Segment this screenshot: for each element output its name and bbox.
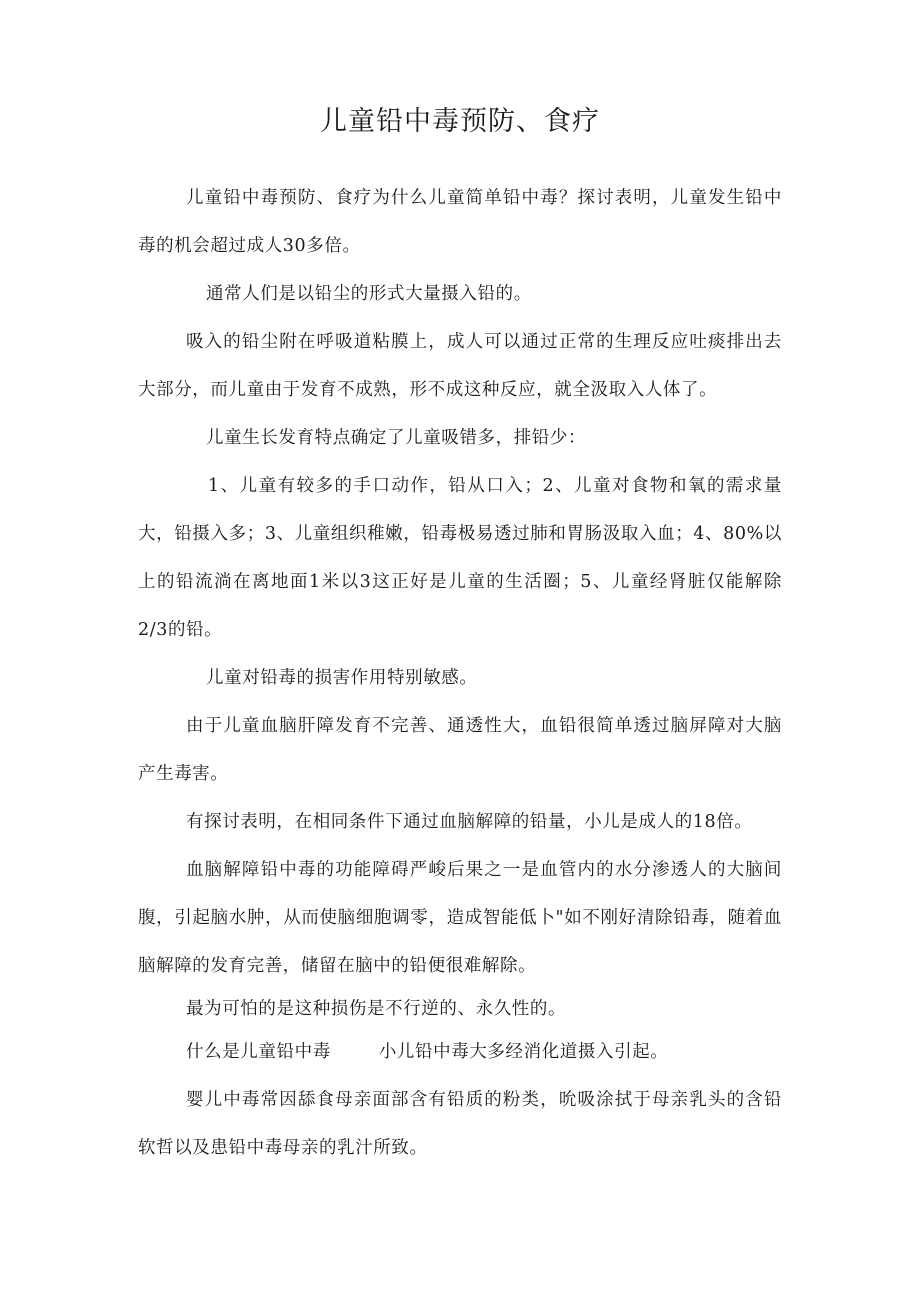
document-title: 儿童铅中毒预防、食疗 (320, 106, 600, 137)
paragraph-research: 有探讨表明，在相同条件下通过血脑解障的铅量，小儿是成人的18倍。 (186, 812, 753, 832)
paragraph-irreversible: 最为可怕的是这种损伤是不行逆的、永久性的。 (186, 999, 567, 1019)
document-body (138, 174, 782, 1172)
paragraph-reasons-list: 1、儿童有较多的手口动作，铅从口入；2、儿童对食物和氧的需求量大，铅摄入多；3、儿童组织稚嫩，铅毒极易透过肺和胃肠汲取入血；4、80%以上的铅流淌在离地面1米以3这正好是儿童的生活圈；5、儿童经肾脏仅能解除2/3的铅。 (138, 476, 782, 640)
what-is-heading: 什么是儿童铅中毒 (186, 1042, 331, 1062)
paragraph-growth-features: 儿童生长发育特点确定了儿童吸错多，排铅少： (206, 428, 587, 448)
paragraph-what-is (138, 1028, 782, 1076)
paragraph-sensitivity: 儿童对铅毒的损害作用特别敏感。 (206, 668, 478, 688)
what-is-answer: 小儿铅中毒大多经消化道摄入引起。 (378, 1042, 669, 1062)
paragraph-lead-dust: 通常人们是以铅尘的形式大量摄入铅的。 (206, 284, 532, 304)
paragraph-inhalation: 吸入的铅尘附在呼吸道粘膜上，成人可以通过正常的生理反应吐痰排出去大部分，而儿童由于发育不成熟，形不成这种反应，就全汲取入人体了。 (138, 332, 782, 400)
paragraph-brain-damage: 血脑解障铅中毒的功能障碍严峻后果之一是血管内的水分渗透人的大脑间腹，引起脑水肿，从而使脑细胞调零，造成智能低卜"如不刚好清除铅毒，随着血脑解障的发育完善，储留在脑中的铅便很难解除。 (138, 860, 782, 976)
paragraph-infant-poisoning: 婴儿中毒常因舔食母亲面部含有铅质的粉类，吮吸涂拭于母亲乳头的含铅软哲以及患铅中毒母亲的乳汁所致。 (138, 1090, 782, 1158)
paragraph-blood-brain: 由于儿童血脑肝障发育不完善、通透性大，血铅很简单透过脑屏障对大脑产生毒害。 (138, 716, 782, 784)
paragraph-intro: 儿童铅中毒预防、食疗为什么儿童简单铅中毒？探讨表明，儿童发生铅中毒的机会超过成人30多倍。 (138, 188, 782, 256)
